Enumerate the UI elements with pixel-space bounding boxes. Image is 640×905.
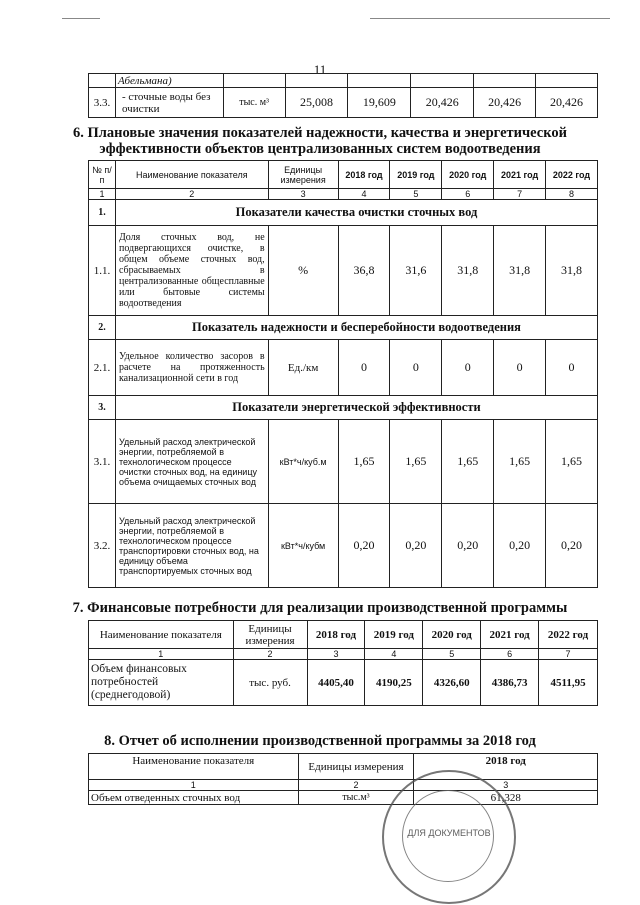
header-unit: Единицы измерения bbox=[268, 161, 338, 189]
cell-value: 1,65 bbox=[494, 420, 546, 504]
cell-value: 0 bbox=[494, 340, 546, 396]
cell-value: 1,65 bbox=[442, 420, 494, 504]
cell-name: Удельный расход электрической энергии, потребляемой в технологическом процессе транспортировки сточных вод, на единицу объема транспортируемых сточных вод bbox=[115, 504, 268, 588]
cell-value: 0,20 bbox=[546, 504, 598, 588]
header-name: Наименование показателя bbox=[115, 161, 268, 189]
cell-value: 4405,40 bbox=[307, 660, 365, 706]
col-number: 6 bbox=[442, 189, 494, 200]
cell-value: 20,426 bbox=[474, 88, 536, 118]
cell-name: Удельное количество засоров в расчете на протяженность канализационной сети в год bbox=[115, 340, 268, 396]
cell-value: 31,8 bbox=[442, 226, 494, 316]
cell-value: 0 bbox=[546, 340, 598, 396]
cell-value: 0 bbox=[338, 340, 390, 396]
cell-unit: тыс. м³ bbox=[223, 88, 285, 118]
col-number: 4 bbox=[338, 189, 390, 200]
cell-value: 4190,25 bbox=[365, 660, 423, 706]
cell-name: Удельный расход электрической энергии, потребляемой в технологическом процессе очистки сточных вод, на единицу объема очищаемых сточных вод bbox=[115, 420, 268, 504]
cell-value: 20,426 bbox=[411, 88, 474, 118]
table-row bbox=[89, 660, 598, 706]
cell-value: 0,20 bbox=[442, 504, 494, 588]
section7-table bbox=[88, 620, 598, 706]
header-name: Наименование показателя bbox=[89, 621, 234, 649]
cell-unit: кВт*ч/кубм bbox=[268, 504, 338, 588]
cell-value: 0,20 bbox=[494, 504, 546, 588]
header-year: 2018 год bbox=[414, 754, 598, 780]
header-num: № п/п bbox=[89, 161, 116, 189]
group-title: Показатели энергетической эффективности bbox=[115, 396, 597, 420]
cell-value: 19,609 bbox=[348, 88, 411, 118]
header-year: 2022 год bbox=[546, 161, 598, 189]
cell-value: 36,8 bbox=[338, 226, 390, 316]
table-row bbox=[89, 340, 598, 396]
cell-value: 31,8 bbox=[494, 226, 546, 316]
top-continuation-table bbox=[88, 73, 598, 118]
group-row bbox=[89, 396, 598, 420]
column-number-row bbox=[89, 649, 598, 660]
group-title: Показатель надежности и бесперебойности водоотведения bbox=[115, 316, 597, 340]
header-rule-left bbox=[62, 18, 100, 19]
header-year: 2020 год bbox=[423, 621, 481, 649]
header-name: Наименование показателя bbox=[89, 754, 299, 780]
header-year: 2021 год bbox=[494, 161, 546, 189]
cell-value: 31,6 bbox=[390, 226, 442, 316]
section7-title: 7. Финансовые потребности для реализации производственной программы bbox=[72, 600, 568, 616]
header-unit: Единицы измерения bbox=[233, 621, 307, 649]
cell-value: 4386,73 bbox=[481, 660, 539, 706]
cell-name: Объем финансовых потребностей (среднегодовой) bbox=[89, 660, 234, 706]
official-stamp bbox=[382, 770, 516, 904]
header-year: 2019 год bbox=[365, 621, 423, 649]
col-number: 8 bbox=[546, 189, 598, 200]
cell-name: Абельмана) bbox=[115, 74, 223, 88]
cell-num: 3.3. bbox=[89, 88, 116, 118]
cell-num: 3.1. bbox=[89, 420, 116, 504]
group-num: 2. bbox=[89, 316, 116, 340]
cell-value: 1,65 bbox=[338, 420, 390, 504]
col-number: 7 bbox=[539, 649, 598, 660]
header-year: 2018 год bbox=[338, 161, 390, 189]
cell-value: 31,8 bbox=[546, 226, 598, 316]
header-year: 2019 год bbox=[390, 161, 442, 189]
group-row bbox=[89, 200, 598, 226]
cell-unit: Ед./км bbox=[268, 340, 338, 396]
cell-value: 0,20 bbox=[338, 504, 390, 588]
col-number: 5 bbox=[390, 189, 442, 200]
table-row bbox=[89, 791, 598, 805]
header-year: 2020 год bbox=[442, 161, 494, 189]
col-number: 3 bbox=[268, 189, 338, 200]
group-row bbox=[89, 316, 598, 340]
table-row bbox=[89, 420, 598, 504]
header-year: 2018 год bbox=[307, 621, 365, 649]
col-number: 2 bbox=[298, 780, 414, 791]
cell-value: 4511,95 bbox=[539, 660, 598, 706]
section8-table bbox=[88, 753, 598, 805]
group-title: Показатели качества очистки сточных вод bbox=[115, 200, 597, 226]
header-unit: Единицы измерения bbox=[298, 754, 414, 780]
section8-title: 8. Отчет об исполнении производственной программы за 2018 год bbox=[104, 733, 536, 749]
cell-name: Объем отведенных сточных вод bbox=[89, 791, 299, 805]
col-number: 2 bbox=[115, 189, 268, 200]
column-number-row bbox=[89, 189, 598, 200]
cell-num: 3.2. bbox=[89, 504, 116, 588]
table-row bbox=[89, 88, 598, 118]
cell-unit: тыс.м³ bbox=[298, 791, 414, 805]
cell-num: 2.1. bbox=[89, 340, 116, 396]
page-number: 11 bbox=[313, 62, 327, 77]
section6-title: 6. Плановые значения показателей надежности, качества и энергетической эффективности объектов централизованных систем водоотведения bbox=[73, 125, 567, 157]
cell-value: 20,426 bbox=[536, 88, 598, 118]
cell-value: 0,20 bbox=[390, 504, 442, 588]
header-rule-right bbox=[370, 18, 610, 19]
col-number: 1 bbox=[89, 780, 299, 791]
cell-unit: кВт*ч/куб.м bbox=[268, 420, 338, 504]
col-number: 7 bbox=[494, 189, 546, 200]
col-number: 2 bbox=[233, 649, 307, 660]
header-row bbox=[89, 754, 598, 780]
cell-unit: тыс. руб. bbox=[233, 660, 307, 706]
col-number: 4 bbox=[365, 649, 423, 660]
header-year: 2021 год bbox=[481, 621, 539, 649]
col-number: 3 bbox=[414, 780, 598, 791]
cell-value: 61,328 bbox=[414, 791, 598, 805]
column-number-row bbox=[89, 780, 598, 791]
col-number: 1 bbox=[89, 189, 116, 200]
stamp-label: ДЛЯ ДОКУМЕНТОВ bbox=[407, 828, 491, 838]
section6-table bbox=[88, 160, 598, 588]
col-number: 1 bbox=[89, 649, 234, 660]
header-row bbox=[89, 161, 598, 189]
cell-value: 0 bbox=[390, 340, 442, 396]
cell-value: 25,008 bbox=[285, 88, 348, 118]
cell-name: Доля сточных вод, не подвергающихся очистке, в общем объеме сточных вод, сбрасываемых в централизованные общесплавные или бытовые системы водоотведения bbox=[115, 226, 268, 316]
cell-unit: % bbox=[268, 226, 338, 316]
table-row bbox=[89, 74, 598, 88]
cell-num: 1.1. bbox=[89, 226, 116, 316]
col-number: 3 bbox=[307, 649, 365, 660]
cell-value: 4326,60 bbox=[423, 660, 481, 706]
col-number: 5 bbox=[423, 649, 481, 660]
group-num: 3. bbox=[89, 396, 116, 420]
cell-value: 1,65 bbox=[546, 420, 598, 504]
group-num: 1. bbox=[89, 200, 116, 226]
header-row bbox=[89, 621, 598, 649]
table-row bbox=[89, 226, 598, 316]
cell-value: 0 bbox=[442, 340, 494, 396]
cell-value: 1,65 bbox=[390, 420, 442, 504]
header-year: 2022 год bbox=[539, 621, 598, 649]
cell-name: - сточные воды без очистки bbox=[115, 88, 223, 118]
col-number: 6 bbox=[481, 649, 539, 660]
table-row bbox=[89, 504, 598, 588]
